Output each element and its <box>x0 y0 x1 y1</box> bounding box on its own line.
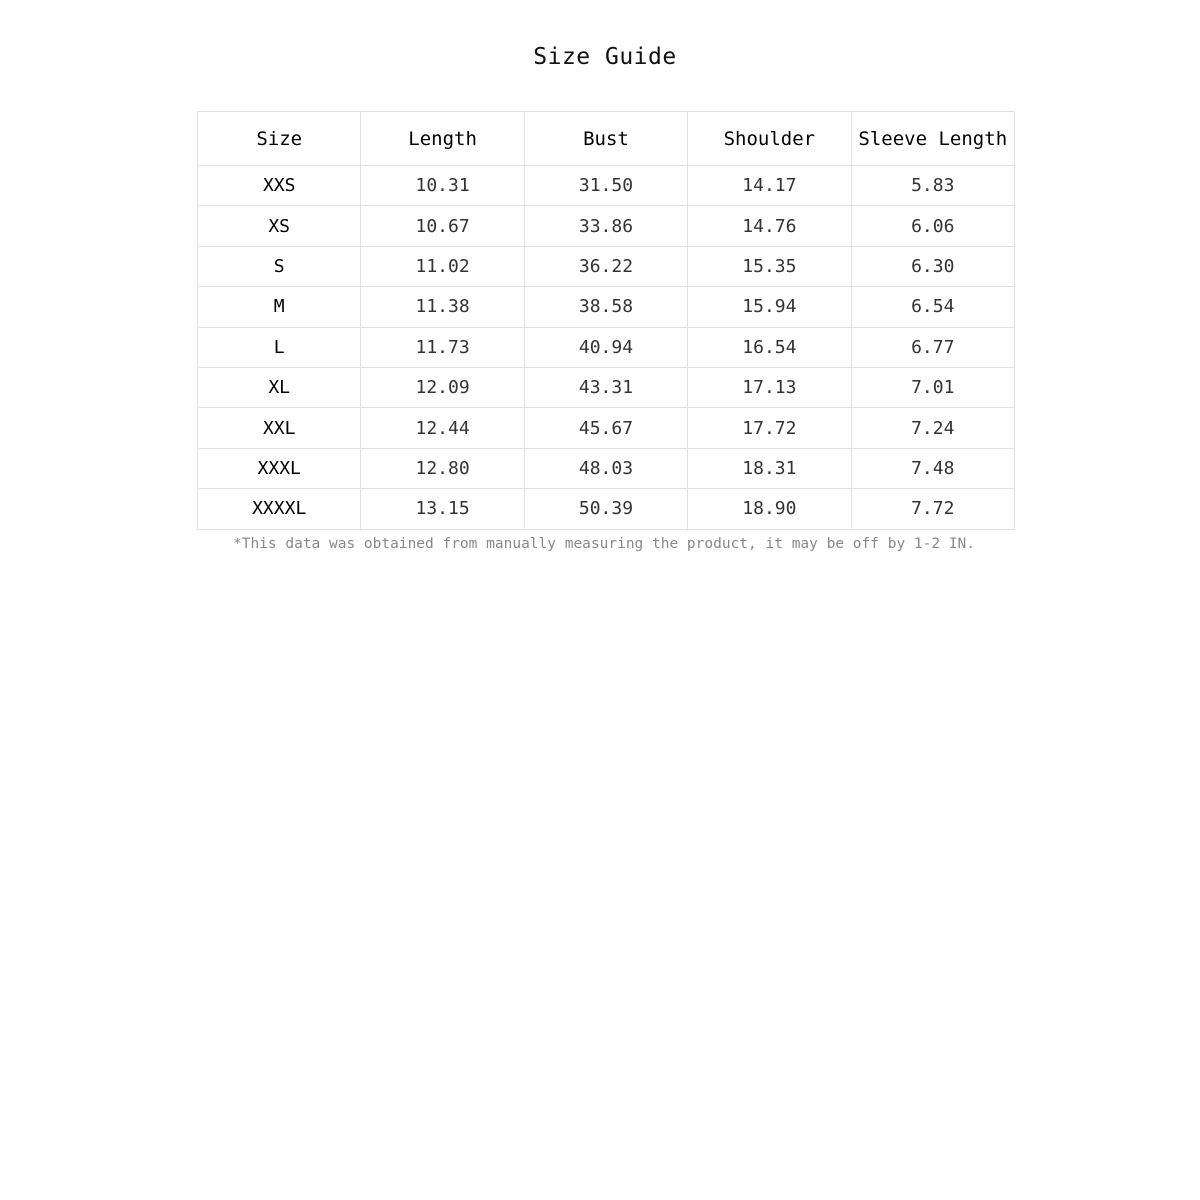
measurement-cell: 43.31 <box>524 367 687 407</box>
measurement-cell: 7.48 <box>851 448 1014 488</box>
measurement-cell: 45.67 <box>524 408 687 448</box>
measurement-cell: 40.94 <box>524 327 687 367</box>
measurement-cell: 15.94 <box>688 287 851 327</box>
measurement-cell: 7.72 <box>851 489 1014 529</box>
size-cell: L <box>198 327 361 367</box>
table-row <box>198 448 1015 488</box>
table-row <box>198 206 1015 246</box>
table-row <box>198 166 1015 206</box>
measurement-cell: 14.17 <box>688 166 851 206</box>
measurement-cell: 14.76 <box>688 206 851 246</box>
measurement-cell: 18.31 <box>688 448 851 488</box>
column-header: Sleeve Length <box>851 112 1014 166</box>
size-cell: XXXXL <box>198 489 361 529</box>
measurement-cell: 17.13 <box>688 367 851 407</box>
size-cell: XXXL <box>198 448 361 488</box>
measurement-cell: 12.44 <box>361 408 524 448</box>
measurement-cell: 6.77 <box>851 327 1014 367</box>
measurement-cell: 7.24 <box>851 408 1014 448</box>
table-row <box>198 367 1015 407</box>
measurement-cell: 6.30 <box>851 246 1014 286</box>
table-row <box>198 489 1015 529</box>
measurement-cell: 31.50 <box>524 166 687 206</box>
size-cell: XS <box>198 206 361 246</box>
measurement-cell: 11.02 <box>361 246 524 286</box>
measurement-cell: 16.54 <box>688 327 851 367</box>
measurement-note: *This data was obtained from manually measuring the product, it may be off by 1-2 IN. <box>232 536 976 552</box>
size-cell: XXL <box>198 408 361 448</box>
measurement-cell: 18.90 <box>688 489 851 529</box>
column-header: Size <box>198 112 361 166</box>
measurement-cell: 12.09 <box>361 367 524 407</box>
measurement-cell: 10.67 <box>361 206 524 246</box>
measurement-cell: 11.38 <box>361 287 524 327</box>
measurement-cell: 12.80 <box>361 448 524 488</box>
table-row <box>198 327 1015 367</box>
page-title: Size Guide <box>533 44 677 70</box>
measurement-cell: 38.58 <box>524 287 687 327</box>
column-header: Shoulder <box>688 112 851 166</box>
column-header: Length <box>361 112 524 166</box>
measurement-cell: 15.35 <box>688 246 851 286</box>
measurement-cell: 6.06 <box>851 206 1014 246</box>
size-cell: XXS <box>198 166 361 206</box>
measurement-cell: 11.73 <box>361 327 524 367</box>
size-cell: M <box>198 287 361 327</box>
table-header-row <box>198 112 1015 166</box>
table-row <box>198 408 1015 448</box>
measurement-cell: 17.72 <box>688 408 851 448</box>
table-row <box>198 287 1015 327</box>
measurement-cell: 6.54 <box>851 287 1014 327</box>
measurement-cell: 7.01 <box>851 367 1014 407</box>
measurement-cell: 33.86 <box>524 206 687 246</box>
table-row <box>198 246 1015 286</box>
measurement-cell: 10.31 <box>361 166 524 206</box>
measurement-cell: 13.15 <box>361 489 524 529</box>
size-table <box>197 111 1015 530</box>
measurement-cell: 36.22 <box>524 246 687 286</box>
table-body <box>198 166 1015 530</box>
measurement-cell: 5.83 <box>851 166 1014 206</box>
measurement-cell: 48.03 <box>524 448 687 488</box>
column-header: Bust <box>524 112 687 166</box>
size-cell: XL <box>198 367 361 407</box>
measurement-cell: 50.39 <box>524 489 687 529</box>
size-cell: S <box>198 246 361 286</box>
